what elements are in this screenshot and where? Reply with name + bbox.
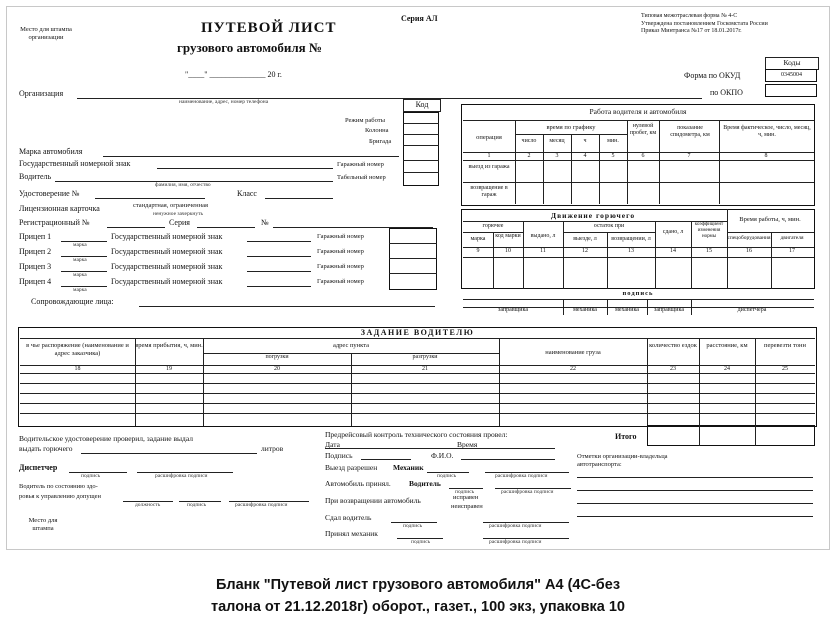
form-info-line: Приказ Минтранса №17 от 18.01.2017г. bbox=[641, 28, 742, 34]
trailer-1-hint: марка bbox=[73, 242, 87, 248]
okud-label: Форма по ОКУД bbox=[684, 71, 741, 80]
trailer-3-plate-label: Государственный номерной знак bbox=[111, 262, 223, 271]
col-fuel-code: код марки bbox=[495, 233, 521, 239]
task-title: ЗАДАНИЕ ВОДИТЕЛЮ bbox=[360, 328, 475, 337]
state-plate-field[interactable] bbox=[157, 168, 333, 169]
driver-hint: фамилия, имя, отчество bbox=[155, 182, 211, 188]
stamp-place-bottom: Место для штампа bbox=[28, 517, 58, 532]
col-rest: остаток при bbox=[593, 223, 625, 229]
accepted-driver-label: Водитель bbox=[409, 479, 441, 488]
car-brand-field[interactable] bbox=[103, 156, 399, 157]
total-label: Итого bbox=[615, 432, 637, 441]
trailer-1-garage-label: Гаражный номер bbox=[317, 233, 364, 240]
trailer-2-garage-label: Гаражный номер bbox=[317, 248, 364, 255]
pretrip-field[interactable] bbox=[325, 448, 555, 449]
signatures-title: подпись bbox=[622, 290, 654, 297]
task-num-18: 18 bbox=[74, 366, 81, 372]
work-num-4: 4 bbox=[583, 153, 587, 159]
col-distance: расстояние, км bbox=[706, 342, 748, 349]
work-title: Работа водителя и автомобиля bbox=[589, 107, 687, 116]
fuel-num-15: 15 bbox=[706, 248, 712, 254]
okpo-label: по ОКПО bbox=[710, 88, 743, 97]
form-subtitle: грузового автомобиля № bbox=[177, 40, 323, 55]
on-return-label: При возвращении автомобиль bbox=[325, 496, 421, 505]
org-hint: наименование, адрес, номер телефона bbox=[179, 99, 269, 105]
fio-label: Ф.И.О. bbox=[431, 451, 454, 460]
departure-sign-hint: подпись bbox=[437, 473, 457, 479]
col-cargo: наименование груза bbox=[545, 349, 601, 356]
received-decode-hint: расшифровка подписи bbox=[489, 539, 542, 545]
task-num-24: 24 bbox=[724, 366, 730, 372]
reg-no-label: Регистрационный № bbox=[19, 218, 90, 227]
issue-fuel-label: выдать горючего bbox=[19, 444, 73, 453]
car-brand-label: Марка автомобиля bbox=[19, 147, 83, 156]
fuel-num-14: 14 bbox=[670, 248, 676, 254]
serviceable-option[interactable]: исправен bbox=[453, 494, 479, 501]
trailer-4-plate-label: Государственный номерной знак bbox=[111, 277, 223, 286]
trailer-3-hint: марка bbox=[73, 272, 87, 278]
trailer-3-plate[interactable] bbox=[247, 271, 311, 272]
faulty-option[interactable]: неисправен bbox=[451, 503, 483, 510]
col-zero-run: нулевой пробег, км bbox=[629, 123, 657, 136]
work-num-6: 6 bbox=[641, 153, 645, 159]
org-label: Организация bbox=[19, 89, 64, 98]
code-label: Код bbox=[415, 100, 429, 109]
owner-marks-line-1[interactable] bbox=[577, 477, 813, 478]
reg-no-field[interactable] bbox=[107, 227, 165, 228]
fuel-num-13: 13 bbox=[628, 248, 634, 254]
trailer-2-hint: марка bbox=[73, 257, 87, 263]
work-num-2: 2 bbox=[527, 153, 531, 159]
date-label: Дата bbox=[325, 440, 340, 449]
col-loading: погрузки bbox=[265, 354, 289, 360]
handed-sign-hint: подпись bbox=[403, 523, 423, 529]
mechanic-label: Механик bbox=[393, 463, 424, 472]
license-field[interactable] bbox=[95, 198, 205, 199]
caption-line-1: Бланк "Путевой лист грузового автомобиля" А4 (4С-без bbox=[215, 577, 621, 593]
owner-marks-line-3[interactable] bbox=[577, 503, 813, 504]
col-special-equipment: спецоборудования bbox=[727, 235, 771, 241]
license-label: Удостоверение № bbox=[19, 189, 80, 198]
col-arrival-time: время прибытия, ч, мин. bbox=[135, 342, 203, 349]
form-title: ПУТЕВОЙ ЛИСТ bbox=[201, 20, 337, 36]
col-issued: выдано, л bbox=[530, 233, 556, 239]
accepted-label: Автомобиль принял. bbox=[325, 479, 391, 488]
trailer-3-garage-label: Гаражный номер bbox=[317, 263, 364, 270]
checked-label: Водительское удостоверение проверил, задание выдал bbox=[19, 434, 193, 443]
row-departure: выезд из гаража bbox=[468, 164, 510, 170]
sig-fueler-2: заправщика bbox=[654, 307, 684, 313]
reg-num-label: № bbox=[261, 218, 269, 227]
garage-no-label: Гаражный номер bbox=[337, 161, 384, 168]
reg-series-field[interactable] bbox=[197, 227, 255, 228]
brigade-label: Бригада bbox=[369, 138, 392, 145]
task-num-19: 19 bbox=[166, 366, 172, 372]
task-num-21: 21 bbox=[422, 366, 428, 372]
col-fuel-brand: марка bbox=[470, 236, 486, 242]
col-speedometer: показание спидометра, км bbox=[670, 125, 710, 138]
departure-label: Выезд разрешен bbox=[325, 463, 378, 472]
col-tons: перевезти тонн bbox=[764, 342, 806, 349]
row-return: возвращение в гараж bbox=[470, 185, 508, 198]
stamp-place-top: Место для штампа организации bbox=[20, 26, 72, 41]
class-field[interactable] bbox=[265, 198, 333, 199]
date-line[interactable]: "____" ______________ 20 г. bbox=[185, 70, 282, 79]
series-label: Серия АЛ bbox=[401, 14, 438, 23]
work-num-7: 7 bbox=[687, 153, 691, 159]
owner-marks-line-2[interactable] bbox=[577, 490, 813, 491]
org-field[interactable] bbox=[77, 98, 702, 99]
form-info-line: Утверждена постановлением Госкомстата России bbox=[641, 20, 768, 27]
fuel-title: Движение горючего bbox=[550, 211, 636, 220]
health-sign-hint: подпись bbox=[187, 502, 207, 508]
col-customer: в чье распоряжение (наименование и адрес заказчика) bbox=[26, 342, 129, 357]
col-address: адрес пункта bbox=[332, 342, 370, 349]
sub-hour: ч bbox=[583, 138, 587, 144]
health-position-hint: должность bbox=[135, 502, 161, 508]
trailer-2-plate-label: Государственный номерной знак bbox=[111, 247, 223, 256]
tab-no-label: Табельный номер bbox=[337, 174, 386, 181]
trailer-garage-box[interactable] bbox=[389, 228, 437, 290]
sig-mechanic-2: механика bbox=[615, 307, 639, 313]
state-plate-label: Государственный номерной знак bbox=[19, 159, 131, 168]
fuel-num-12: 12 bbox=[582, 248, 588, 254]
accepted-decode-hint: расшифровка подписи bbox=[501, 489, 554, 495]
okpo-box[interactable] bbox=[765, 84, 817, 97]
work-num-5: 5 bbox=[611, 153, 615, 159]
trailer-4-label: Прицеп 4 bbox=[19, 277, 52, 286]
trailer-4-garage-label: Гаражный номер bbox=[317, 278, 364, 285]
trailer-3-label: Прицеп 3 bbox=[19, 262, 52, 271]
fuel-amount-field[interactable] bbox=[81, 453, 257, 454]
col-engine: двигателя bbox=[780, 235, 804, 241]
task-num-22: 22 bbox=[570, 366, 576, 372]
sig-mechanic-1: механика bbox=[573, 307, 597, 313]
col-unloading: разгрузки bbox=[412, 354, 438, 360]
task-num-23: 23 bbox=[670, 366, 676, 372]
sub-day: число bbox=[521, 138, 537, 144]
trailer-4-hint: марка bbox=[73, 287, 87, 293]
sig-fueler: заправщика bbox=[498, 307, 528, 313]
health-label-1: Водитель по состоянию здо- bbox=[19, 483, 98, 490]
trailer-2-label: Прицеп 2 bbox=[19, 247, 52, 256]
lic-hint: ненужное зачеркнуть bbox=[153, 211, 204, 217]
col-trips: количество ездок bbox=[649, 342, 697, 349]
col-fuel: горючее bbox=[482, 223, 504, 229]
col-worktime: Время работы, ч, мин. bbox=[739, 216, 801, 223]
col-schedule: время по графику bbox=[546, 124, 596, 131]
pretrip-fio-field[interactable] bbox=[461, 459, 555, 460]
pretrip-sign-field[interactable] bbox=[361, 459, 411, 460]
pretrip-label: Предрейсовый контроль технического состояния провел: bbox=[325, 430, 508, 439]
col-rest-out: выезде, л bbox=[573, 236, 597, 242]
col-operation: операция bbox=[476, 134, 502, 141]
codes-label: Коды bbox=[783, 58, 801, 67]
class-label: Класс bbox=[237, 189, 257, 198]
sig-dispatcher: диспетчера bbox=[737, 307, 767, 313]
work-num-8: 8 bbox=[764, 153, 768, 159]
owner-marks-label: Отметки организации-владельца автотранспорта: bbox=[577, 453, 668, 468]
col-actual-time: Время фактическое, число, месяц, ч, мин. bbox=[723, 125, 811, 138]
caption-line-2: талона от 21.12.2018г) оборот., газет., 100 экз, упаковка 10 bbox=[211, 599, 625, 615]
form-info-line: Типовая межотраслевая форма № 4-С bbox=[641, 13, 738, 19]
accepted-sign-hint: подпись bbox=[455, 489, 475, 495]
dispatcher-decode-hint: расшифровка подписи bbox=[155, 473, 208, 479]
received-sign-hint: подпись bbox=[411, 539, 431, 545]
dispatcher-label: Диспетчер bbox=[19, 463, 58, 472]
sub-month: месяц bbox=[549, 138, 565, 144]
fuel-num-9: 9 bbox=[476, 248, 480, 254]
fuel-num-10: 10 bbox=[505, 248, 511, 254]
lic-card-value[interactable]: стандартная, ограниченная bbox=[133, 202, 208, 209]
signature-label: Подпись bbox=[325, 451, 353, 460]
owner-marks-line-4[interactable] bbox=[577, 516, 813, 517]
form-info bbox=[641, 13, 768, 36]
escort-field[interactable] bbox=[139, 306, 435, 307]
task-num-25: 25 bbox=[782, 366, 788, 372]
time-label: Время bbox=[457, 440, 478, 449]
okud-value: 0345004 bbox=[781, 72, 802, 78]
col-rest-in: возвращении, л bbox=[611, 236, 651, 242]
received-mechanic-label: Принял механик bbox=[325, 529, 378, 538]
fuel-num-16: 16 bbox=[746, 248, 752, 254]
work-num-3: 3 bbox=[555, 153, 559, 159]
departure-decode-hint: расшифровка подписи bbox=[495, 473, 548, 479]
lic-card-label: Лицензионная карточка bbox=[19, 204, 100, 213]
reg-series-label: Серия bbox=[169, 218, 190, 227]
trailer-4-plate[interactable] bbox=[247, 286, 311, 287]
col-coefficient: коэффициент изменения нормы bbox=[694, 222, 724, 239]
work-num-1: 1 bbox=[487, 153, 491, 159]
task-num-20: 20 bbox=[274, 366, 280, 372]
dispatcher-sign-hint: подпись bbox=[81, 473, 101, 479]
driver-label: Водитель bbox=[19, 172, 52, 181]
trailer-2-plate[interactable] bbox=[247, 256, 311, 257]
liters-label: литров bbox=[261, 444, 284, 453]
fuel-num-11: 11 bbox=[540, 248, 546, 254]
health-decode-hint: расшифровка подписи bbox=[235, 502, 288, 508]
handed-decode-hint: расшифровка подписи bbox=[489, 523, 542, 529]
waybill-form bbox=[6, 6, 830, 550]
health-label-2: ровья к управлению допущен bbox=[19, 493, 101, 500]
trailer-1-plate[interactable] bbox=[247, 241, 311, 242]
handed-driver-label: Сдал водитель bbox=[325, 513, 372, 522]
trailer-1-plate-label: Государственный номерной знак bbox=[111, 232, 223, 241]
column-label: Колонна bbox=[365, 127, 389, 134]
mode-label: Режим работы bbox=[345, 117, 385, 124]
sub-min: мин. bbox=[607, 138, 619, 144]
trailer-1-label: Прицеп 1 bbox=[19, 232, 52, 241]
total-box[interactable] bbox=[647, 425, 815, 446]
fuel-num-17: 17 bbox=[789, 248, 795, 254]
escort-label: Сопровождающие лица: bbox=[31, 297, 114, 306]
col-surrendered: сдано, л bbox=[662, 229, 684, 235]
